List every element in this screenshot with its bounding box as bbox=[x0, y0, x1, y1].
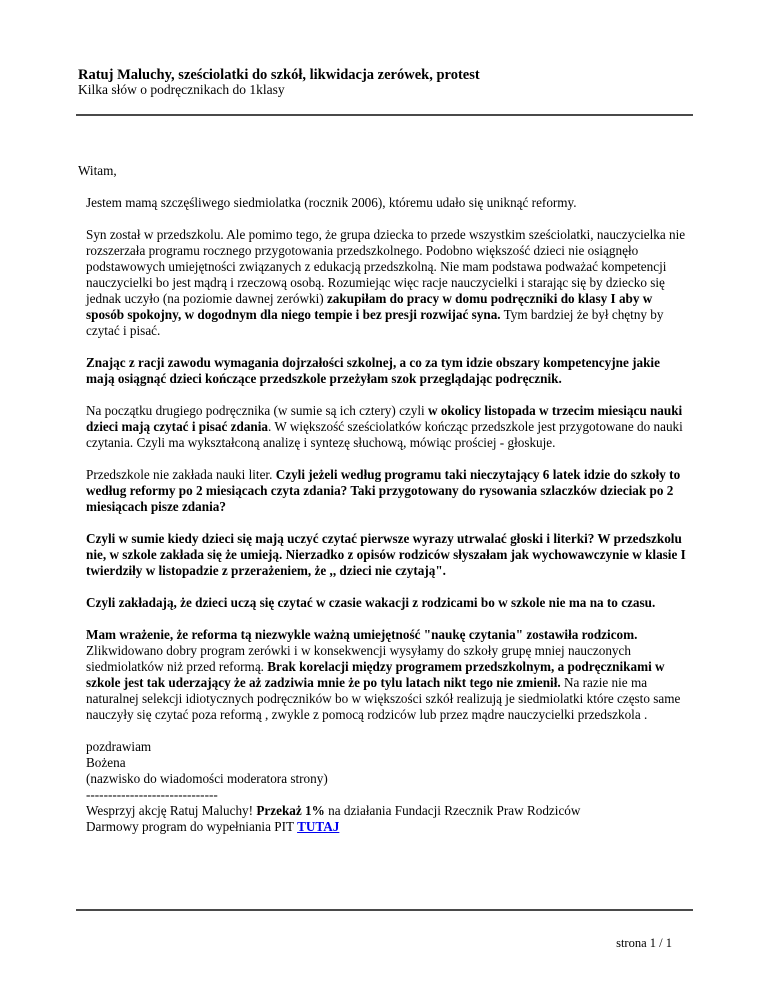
support-bold: Przekaż 1% bbox=[256, 803, 325, 818]
paragraph-8-text: Zlikwidowano dobry program zerówki i w konsekwencji wysyłamy do szkoły grupę mniej nauczonych siedmiolatków niż przed reformą. bbox=[86, 643, 631, 674]
paragraph-8-bold-1: Mam wrażenie, że reforma tą niezwykle ważną umiejętność "naukę czytania" zostawiła rodzicom. bbox=[86, 627, 638, 642]
signature-name: Bożena bbox=[86, 755, 126, 770]
signature-block bbox=[78, 739, 690, 835]
paragraph-2-bold: zakupiłam do pracy w domu podręczniki do klasy I aby w sposób spokojny, w dogodnym dla niego tempie i bez presji rozwijać syna. bbox=[86, 291, 653, 322]
paragraph-5 bbox=[78, 467, 690, 515]
paragraph-7 bbox=[78, 595, 690, 611]
paragraph-4-bold: w okolicy listopada w trzecim miesiącu nauki dzieci mają czytać i pisać zdania bbox=[86, 403, 683, 434]
paragraph-8 bbox=[78, 627, 690, 723]
paragraph-2-text-end: Tym bardziej że był chętny by czytać i pisać. bbox=[86, 307, 664, 338]
paragraph-1: Jestem mamą szczęśliwego siedmiolatka (rocznik 2006), któremu udało się uniknąć reformy. bbox=[86, 195, 577, 210]
document-subtitle: Kilka słów o podręcznikach do 1klasy bbox=[78, 82, 285, 97]
footer-divider bbox=[76, 909, 693, 911]
document-title: Ratuj Maluchy, sześciolatki do szkół, likwidacja zerówek, protest bbox=[78, 67, 480, 83]
support-rest: na działania Fundacji Rzecznik Praw Rodziców bbox=[324, 803, 581, 818]
support-line bbox=[86, 803, 690, 819]
paragraph-8-text-end: Na razie nie ma naturalnej selekcji idiotycznych podręczników bo w większości szkół realizują je siedmiolatki które często same nauczyły się czytać poza reformą , zwykle z pomocą rodziców lub przez mądre nauczycielki przedszkola . bbox=[86, 675, 681, 722]
paragraph-7-bold: Czyli zakładają, że dzieci uczą się czytać w czasie wakacji z rodzicami bo w szkole nie ma na to czasu. bbox=[86, 595, 656, 610]
paragraph-8-bold-2: Brak korelacji między programem przedszkolnym, a podręcznikami w szkole jest tak uderzający że aż zadziwia mnie że po tylu latach nikt tego nie zmienił. bbox=[86, 659, 665, 690]
paragraph-4 bbox=[78, 403, 690, 451]
pit-line bbox=[86, 819, 690, 835]
paragraph-4-text: Na początku drugiego podręcznika (w sumie są ich cztery) czyli bbox=[86, 403, 428, 418]
paragraph-6-bold: Czyli w sumie kiedy dzieci się mają uczyć czytać pierwsze wyrazy utrwalać głoski i literki? W przedszkolu nie, w szkole zakłada się że umieją. Nierzadko z opisów rodziców słyszałam jak wychowawczynie w klasie I twierdziły w listopadzie z przerażeniem, że ,, dzieci nie czytają". bbox=[86, 531, 686, 578]
signature-separator: ------------------------------ bbox=[86, 787, 218, 802]
paragraph-5-text: Przedszkole nie zakłada nauki liter. bbox=[86, 467, 276, 482]
pit-text: Darmowy program do wypełniania PIT bbox=[86, 819, 298, 834]
letter-body bbox=[78, 163, 690, 835]
pit-link[interactable]: TUTAJ bbox=[297, 819, 340, 834]
header-divider bbox=[76, 114, 693, 116]
signature-note: (nazwisko do wiadomości moderatora strony) bbox=[86, 771, 328, 786]
paragraph-5-bold: Czyli jeżeli według programu taki nieczytający 6 latek idzie do szkoły to według reformy po 2 miesiącach czyta zdania? Taki przygotowany do rysowania szlaczków dzieciak po 2 miesiącach pisze zdania? bbox=[86, 467, 681, 514]
signature-closing: pozdrawiam bbox=[86, 739, 152, 754]
page-number: strona 1 / 1 bbox=[616, 936, 672, 950]
paragraph-4-text-end: . W większość sześciolatków kończąc przedszkole jest przygotowane do nauki czytania. Czyli ma wykształconą analizę i syntezę słuchową, mówiąc prościej - głoskuje. bbox=[86, 419, 683, 450]
paragraph-3 bbox=[78, 355, 690, 387]
paragraph-3-bold: Znając z racji zawodu wymagania dojrzałości szkolnej, a co za tym idzie obszary kompetencyjne jakie mają osiągnąć dzieci kończące przedszkole przeżyłam szok przeglądając podręcznik. bbox=[86, 355, 660, 386]
paragraph-2-text: Syn został w przedszkolu. Ale pomimo tego, że grupa dziecka to przede wszystkim sześciolatki, nauczycielka nie rozszerzała programu rocznego przygotowania przedszkolnego. Podobno większość dzieci nie osiągnęło podstawowych umiejętności związanych z edukacją przedszkolną. Nie mam podstawa podważać kompetencji nauczycielki bo jest mądrą i rzeczową osobą. Rozumiejąc więc racje nauczycielki i starając się by dziecko się jednak uczyło (na poziomie dawnej zerówki) bbox=[86, 227, 686, 306]
support-text: Wesprzyj akcję Ratuj Maluchy! bbox=[86, 803, 257, 818]
paragraph-6 bbox=[78, 531, 690, 579]
paragraph-2 bbox=[78, 227, 690, 339]
greeting: Witam, bbox=[78, 163, 117, 178]
